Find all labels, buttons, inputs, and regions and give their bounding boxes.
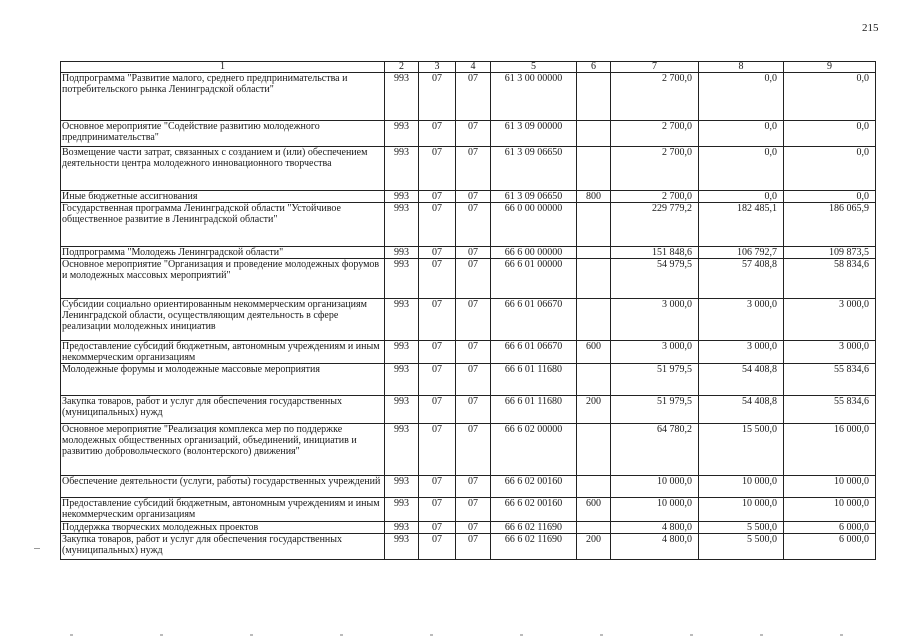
row-name-cell: Поддержка творческих молодежных проектов [61, 522, 385, 534]
amount-year1-cell: 2 700,0 [611, 147, 699, 191]
amount-year2-cell: 57 408,8 [699, 259, 784, 299]
table-row [61, 259, 876, 299]
ministry-code-cell: 993 [385, 498, 419, 522]
table-row [61, 534, 876, 560]
subsection-cell: 07 [456, 299, 491, 341]
section-cell: 07 [419, 476, 456, 498]
scan-dot [160, 634, 163, 636]
row-name-cell: Подпрограмма "Развитие малого, среднего предпринимательства и потребительского рынка Ленинградской области" [61, 73, 385, 121]
amount-year2-cell: 182 485,1 [699, 203, 784, 247]
amount-year2-cell: 5 500,0 [699, 534, 784, 560]
target-article-cell: 66 6 02 00000 [491, 424, 577, 476]
subsection-cell: 07 [456, 259, 491, 299]
target-article-cell: 66 6 02 00160 [491, 476, 577, 498]
amount-year2-cell: 15 500,0 [699, 424, 784, 476]
row-name-cell: Подпрограмма "Молодежь Ленинградской области" [61, 247, 385, 259]
amount-year1-cell: 2 700,0 [611, 73, 699, 121]
subsection-cell: 07 [456, 121, 491, 147]
scan-dot [760, 634, 763, 636]
scan-dot [430, 634, 433, 636]
target-article-cell: 66 6 01 06670 [491, 299, 577, 341]
scan-dot [250, 634, 253, 636]
amount-year1-cell: 3 000,0 [611, 341, 699, 364]
subsection-cell: 07 [456, 476, 491, 498]
subsection-cell: 07 [456, 522, 491, 534]
target-article-cell: 66 6 01 11680 [491, 396, 577, 424]
header-cell: 9 [784, 62, 876, 73]
amount-year3-cell: 10 000,0 [784, 498, 876, 522]
target-article-cell: 66 0 00 00000 [491, 203, 577, 247]
subsection-cell: 07 [456, 147, 491, 191]
expense-type-cell: 600 [577, 341, 611, 364]
table-row [61, 147, 876, 191]
scan-dot [690, 634, 693, 636]
amount-year1-cell: 151 848,6 [611, 247, 699, 259]
page-number: 215 [862, 22, 879, 34]
amount-year3-cell: 0,0 [784, 191, 876, 203]
ministry-code-cell: 993 [385, 299, 419, 341]
section-cell: 07 [419, 121, 456, 147]
header-cell: 5 [491, 62, 577, 73]
subsection-cell: 07 [456, 424, 491, 476]
row-name-cell: Предоставление субсидий бюджетным, автономным учреждениям и иным некоммерческим организациям [61, 498, 385, 522]
table-row [61, 341, 876, 364]
table-row [61, 203, 876, 247]
target-article-cell: 66 6 01 06670 [491, 341, 577, 364]
amount-year1-cell: 4 800,0 [611, 534, 699, 560]
section-cell: 07 [419, 147, 456, 191]
amount-year1-cell: 64 780,2 [611, 424, 699, 476]
amount-year1-cell: 54 979,5 [611, 259, 699, 299]
expense-type-cell [577, 203, 611, 247]
amount-year3-cell: 0,0 [784, 121, 876, 147]
table-row [61, 498, 876, 522]
row-name-cell: Основное мероприятие "Содействие развитию молодежного предпринимательства" [61, 121, 385, 147]
subsection-cell: 07 [456, 73, 491, 121]
amount-year1-cell: 4 800,0 [611, 522, 699, 534]
amount-year2-cell: 54 408,8 [699, 396, 784, 424]
section-cell: 07 [419, 364, 456, 396]
amount-year3-cell: 109 873,5 [784, 247, 876, 259]
expense-type-cell [577, 73, 611, 121]
ministry-code-cell: 993 [385, 191, 419, 203]
amount-year2-cell: 0,0 [699, 147, 784, 191]
header-cell: 4 [456, 62, 491, 73]
table-row [61, 396, 876, 424]
section-cell: 07 [419, 191, 456, 203]
amount-year3-cell: 3 000,0 [784, 341, 876, 364]
expense-type-cell [577, 247, 611, 259]
row-name-cell: Возмещение части затрат, связанных с созданием и (или) обеспечением деятельности центра молодежного инновационного творчества [61, 147, 385, 191]
row-name-cell: Закупка товаров, работ и услуг для обеспечения государственных (муниципальных) нужд [61, 396, 385, 424]
row-name-cell: Государственная программа Ленинградской области "Устойчивое общественное развитие в Ленинградской области" [61, 203, 385, 247]
table-row [61, 299, 876, 341]
scan-dot [70, 634, 73, 636]
expense-type-cell [577, 522, 611, 534]
expense-type-cell: 200 [577, 534, 611, 560]
amount-year3-cell: 6 000,0 [784, 534, 876, 560]
ministry-code-cell: 993 [385, 522, 419, 534]
row-name-cell: Молодежные форумы и молодежные массовые мероприятия [61, 364, 385, 396]
expense-type-cell [577, 147, 611, 191]
amount-year1-cell: 10 000,0 [611, 498, 699, 522]
amount-year1-cell: 229 779,2 [611, 203, 699, 247]
ministry-code-cell: 993 [385, 259, 419, 299]
expense-type-cell [577, 476, 611, 498]
header-cell: 3 [419, 62, 456, 73]
target-article-cell: 61 3 00 00000 [491, 73, 577, 121]
subsection-cell: 07 [456, 534, 491, 560]
amount-year3-cell: 0,0 [784, 73, 876, 121]
row-name-cell: Обеспечение деятельности (услуги, работы) государственных учреждений [61, 476, 385, 498]
amount-year1-cell: 51 979,5 [611, 396, 699, 424]
target-article-cell: 61 3 09 06650 [491, 191, 577, 203]
ministry-code-cell: 993 [385, 364, 419, 396]
header-cell: 2 [385, 62, 419, 73]
amount-year2-cell: 10 000,0 [699, 476, 784, 498]
amount-year2-cell: 3 000,0 [699, 341, 784, 364]
ministry-code-cell: 993 [385, 203, 419, 247]
amount-year2-cell: 10 000,0 [699, 498, 784, 522]
header-cell: 6 [577, 62, 611, 73]
target-article-cell: 66 6 02 11690 [491, 522, 577, 534]
ministry-code-cell: 993 [385, 534, 419, 560]
section-cell: 07 [419, 203, 456, 247]
target-article-cell: 66 6 02 11690 [491, 534, 577, 560]
amount-year3-cell: 6 000,0 [784, 522, 876, 534]
header-cell: 8 [699, 62, 784, 73]
target-article-cell: 66 6 02 00160 [491, 498, 577, 522]
amount-year3-cell: 16 000,0 [784, 424, 876, 476]
expense-type-cell [577, 364, 611, 396]
ministry-code-cell: 993 [385, 147, 419, 191]
row-name-cell: Закупка товаров, работ и услуг для обеспечения государственных (муниципальных) нужд [61, 534, 385, 560]
row-name-cell: Основное мероприятие "Организация и проведение молодежных форумов и молодежных массовых мероприятий" [61, 259, 385, 299]
amount-year1-cell: 2 700,0 [611, 121, 699, 147]
amount-year1-cell: 3 000,0 [611, 299, 699, 341]
target-article-cell: 66 6 01 00000 [491, 259, 577, 299]
subsection-cell: 07 [456, 498, 491, 522]
amount-year3-cell: 10 000,0 [784, 476, 876, 498]
target-article-cell: 61 3 09 00000 [491, 121, 577, 147]
table-row [61, 522, 876, 534]
section-cell: 07 [419, 341, 456, 364]
expense-type-cell: 600 [577, 498, 611, 522]
amount-year2-cell: 0,0 [699, 73, 784, 121]
amount-year2-cell: 106 792,7 [699, 247, 784, 259]
amount-year2-cell: 5 500,0 [699, 522, 784, 534]
expense-type-cell: 800 [577, 191, 611, 203]
amount-year3-cell: 0,0 [784, 147, 876, 191]
amount-year3-cell: 55 834,6 [784, 396, 876, 424]
header-cell: 7 [611, 62, 699, 73]
ministry-code-cell: 993 [385, 341, 419, 364]
amount-year1-cell: 51 979,5 [611, 364, 699, 396]
scan-dot [840, 634, 843, 636]
section-cell: 07 [419, 299, 456, 341]
amount-year2-cell: 0,0 [699, 191, 784, 203]
subsection-cell: 07 [456, 247, 491, 259]
table-row [61, 247, 876, 259]
section-cell: 07 [419, 424, 456, 476]
amount-year3-cell: 55 834,6 [784, 364, 876, 396]
header-row [61, 62, 876, 73]
scan-artifact-dots [0, 634, 905, 638]
scan-dot [520, 634, 523, 636]
target-article-cell: 61 3 09 06650 [491, 147, 577, 191]
row-name-cell: Предоставление субсидий бюджетным, автономным учреждениям и иным некоммерческим организациям [61, 341, 385, 364]
table-row [61, 424, 876, 476]
subsection-cell: 07 [456, 341, 491, 364]
ministry-code-cell: 993 [385, 247, 419, 259]
section-cell: 07 [419, 498, 456, 522]
target-article-cell: 66 6 00 00000 [491, 247, 577, 259]
section-cell: 07 [419, 534, 456, 560]
table-row [61, 121, 876, 147]
header-cell: 1 [61, 62, 385, 73]
expense-type-cell: 200 [577, 396, 611, 424]
ministry-code-cell: 993 [385, 396, 419, 424]
expense-type-cell [577, 121, 611, 147]
section-cell: 07 [419, 73, 456, 121]
amount-year2-cell: 0,0 [699, 121, 784, 147]
scan-dot [340, 634, 343, 636]
expense-type-cell [577, 259, 611, 299]
section-cell: 07 [419, 259, 456, 299]
subsection-cell: 07 [456, 191, 491, 203]
expense-type-cell [577, 299, 611, 341]
ministry-code-cell: 993 [385, 73, 419, 121]
section-cell: 07 [419, 247, 456, 259]
section-cell: 07 [419, 396, 456, 424]
amount-year2-cell: 3 000,0 [699, 299, 784, 341]
ministry-code-cell: 993 [385, 121, 419, 147]
target-article-cell: 66 6 01 11680 [491, 364, 577, 396]
table-row [61, 191, 876, 203]
amount-year3-cell: 186 065,9 [784, 203, 876, 247]
amount-year3-cell: 58 834,6 [784, 259, 876, 299]
amount-year1-cell: 2 700,0 [611, 191, 699, 203]
scan-margin-mark [34, 548, 40, 549]
subsection-cell: 07 [456, 203, 491, 247]
row-name-cell: Иные бюджетные ассигнования [61, 191, 385, 203]
table-row [61, 364, 876, 396]
ministry-code-cell: 993 [385, 476, 419, 498]
amount-year2-cell: 54 408,8 [699, 364, 784, 396]
row-name-cell: Субсидии социально ориентированным некоммерческим организациям Ленинградской области, осуществляющим деятельность в сфере реализации молодежных инициатив [61, 299, 385, 341]
subsection-cell: 07 [456, 396, 491, 424]
amount-year1-cell: 10 000,0 [611, 476, 699, 498]
section-cell: 07 [419, 522, 456, 534]
expense-type-cell [577, 424, 611, 476]
ministry-code-cell: 993 [385, 424, 419, 476]
table-row [61, 476, 876, 498]
row-name-cell: Основное мероприятие "Реализация комплекса мер по поддержке молодежных общественных организаций, объединений, инициатив и развитию добровольческого (волонтерского) движения" [61, 424, 385, 476]
subsection-cell: 07 [456, 364, 491, 396]
scan-dot [600, 634, 603, 636]
amount-year3-cell: 3 000,0 [784, 299, 876, 341]
table-row [61, 73, 876, 121]
budget-table [60, 61, 876, 560]
